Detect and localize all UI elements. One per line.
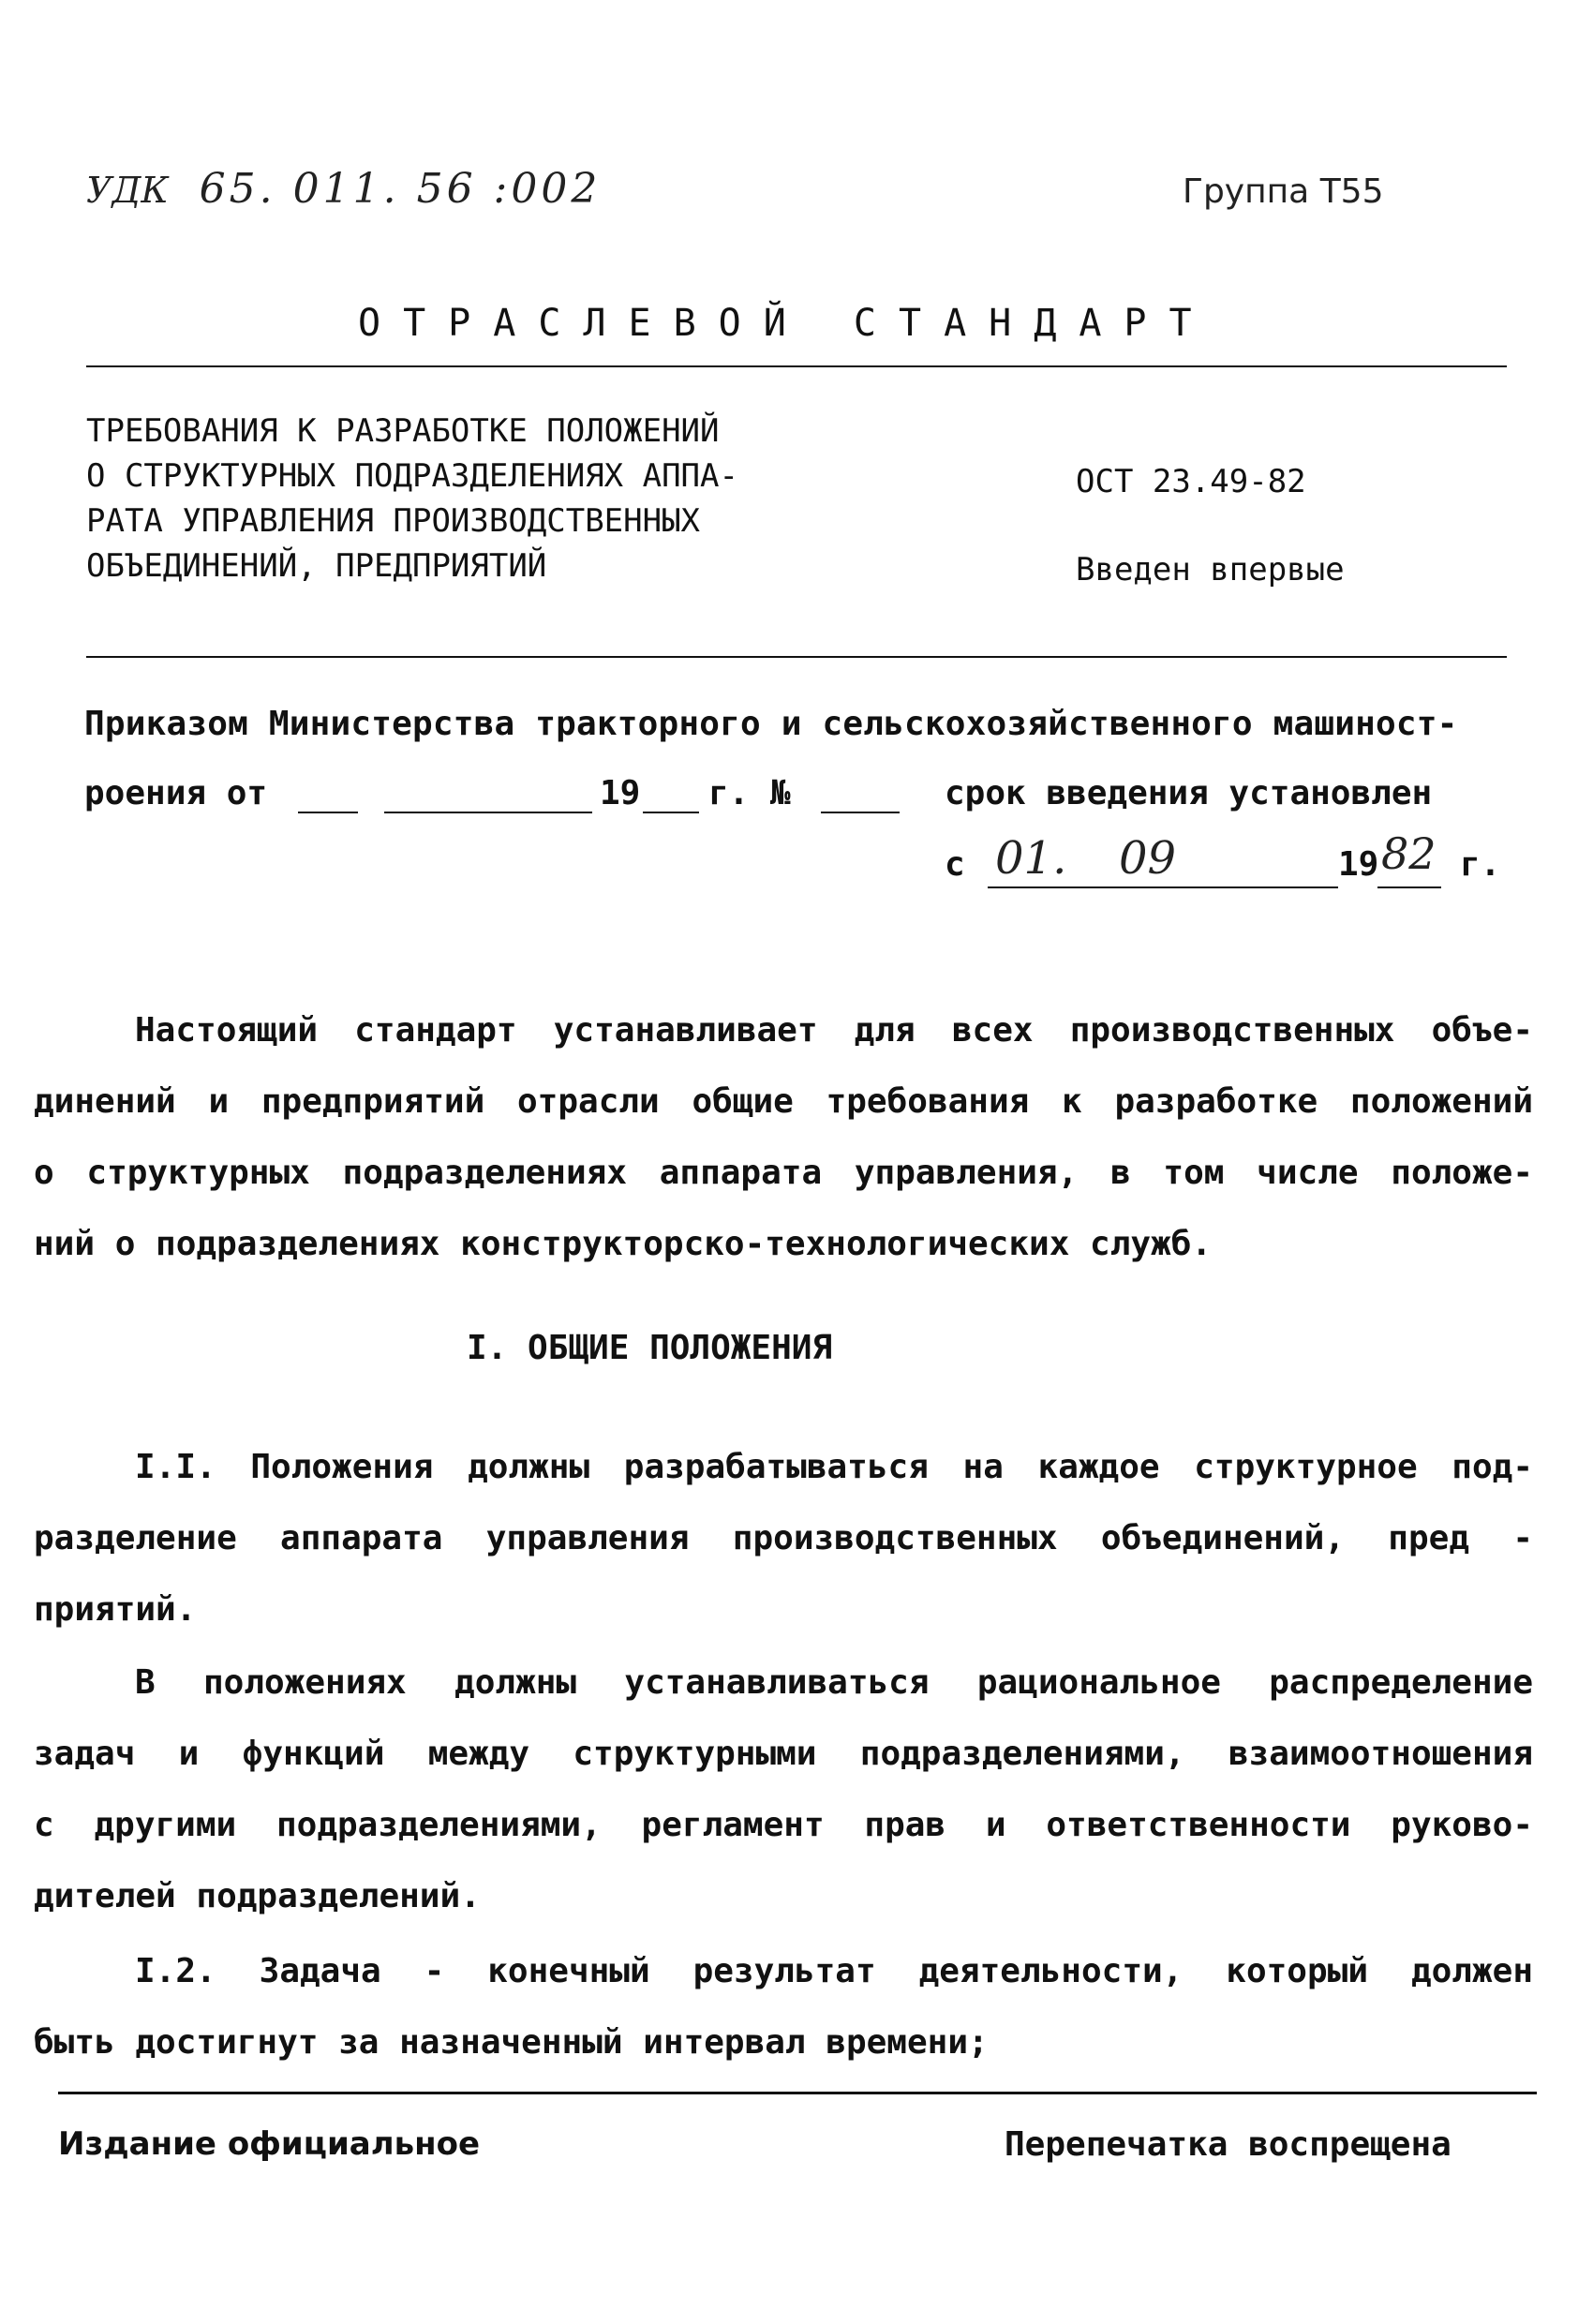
document-title-line-2: О СТРУКТУРНЫХ ПОДРАЗДЕЛЕНИЯХ АППА-: [86, 457, 738, 495]
document-title-line-3: РАТА УПРАВЛЕНИЯ ПРОИЗВОДСТВЕННЫХ: [86, 502, 701, 540]
title-rule: [86, 365, 1507, 367]
paragraph-1-1-b: [34, 1647, 1533, 1932]
effective-month: 09: [1119, 832, 1177, 885]
footer-reprint-prohibited: Перепечатка воспрещена: [1005, 2125, 1452, 2164]
order-year-suffix: г.: [708, 774, 750, 812]
footer-official-edition: Издание официальное: [58, 2125, 481, 2163]
p12-line-1: I.2. Задача - конечный результат деятельности, который должен: [135, 1952, 1533, 1990]
p11-line-2: разделение аппарата управления производственных объединений, пред -: [34, 1519, 1533, 1557]
section-1-heading: I. ОБЩИЕ ПОЛОЖЕНИЯ: [467, 1329, 833, 1367]
document-title-line-4: ОБЪЕДИНЕНИЙ, ПРЕДПРИЯТИЙ: [86, 547, 547, 585]
p12-line-2: быть достигнут за назначенный интервал времени;: [34, 2023, 989, 2062]
p11-line-1: I.I. Положения должны разрабатываться на каждое структурное под-: [135, 1448, 1533, 1486]
document-title: [86, 409, 738, 588]
intro-line-4: ний о подразделениях конструкторско-технологических служб.: [34, 1225, 1213, 1263]
effective-year-suffix: г.: [1460, 845, 1501, 884]
intro-line-3: о структурных подразделениях аппарата управления, в том числе положе-: [34, 1154, 1533, 1192]
intro-paragraph: [34, 995, 1533, 1280]
udk-number: 65. 011. 56 :002: [199, 165, 602, 213]
effective-day: 01.: [995, 832, 1067, 885]
group-label: Группа Т55: [1183, 172, 1384, 211]
order-blank-day: [298, 812, 358, 813]
footer-rule: [58, 2092, 1537, 2094]
order-line-1: Приказом Министерства тракторного и сельскохозяйственного машиност-: [84, 705, 1458, 743]
effective-year-underline: [1377, 886, 1441, 888]
order-blank-number: [821, 812, 900, 813]
intro-line-1: Настоящий стандарт устанавливает для всех производственных объе-: [135, 1011, 1533, 1050]
order-year-prefix: 19: [600, 774, 641, 812]
introduction-status: Введен впервые: [1076, 551, 1345, 588]
standard-title: ОТРАСЛЕВОЙ СТАНДАРТ: [358, 302, 1214, 345]
p11b-line-1: В положениях должны устанавливаться рациональное распределение: [135, 1663, 1533, 1702]
order-effective-label: срок введения установлен: [945, 774, 1433, 812]
p11b-line-3: с другими подразделениями, регламент прав и ответственности руково-: [34, 1806, 1533, 1844]
document-title-line-1: ТРЕБОВАНИЯ К РАЗРАБОТКЕ ПОЛОЖЕНИЙ: [86, 412, 720, 450]
order-blank-year: [643, 812, 699, 813]
order-blank-month: [384, 812, 592, 813]
effective-year-prefix: 19: [1338, 845, 1379, 884]
effective-year: 82: [1381, 828, 1437, 879]
standard-number: ОСТ 23.49-82: [1076, 463, 1306, 500]
order-from-label: с: [945, 845, 965, 884]
udk-prefix: УДК: [86, 170, 169, 211]
effective-month-underline: [1076, 886, 1338, 888]
p11-line-3: приятий.: [34, 1590, 197, 1629]
p11b-line-2: задач и функций между структурными подразделениями, взаимоотношения: [34, 1735, 1533, 1773]
udk-label: [86, 165, 601, 213]
effective-day-underline: [988, 886, 1076, 888]
p11b-line-4: дителей подразделений.: [34, 1877, 481, 1915]
intro-line-2: динений и предприятий отрасли общие требования к разработке положений: [34, 1082, 1533, 1121]
paragraph-1-1: [34, 1432, 1533, 1646]
header-rule: [86, 656, 1507, 658]
order-date-label: роения от: [84, 774, 268, 812]
paragraph-1-2: [34, 1936, 1533, 2078]
order-number-sign: №: [770, 774, 791, 812]
